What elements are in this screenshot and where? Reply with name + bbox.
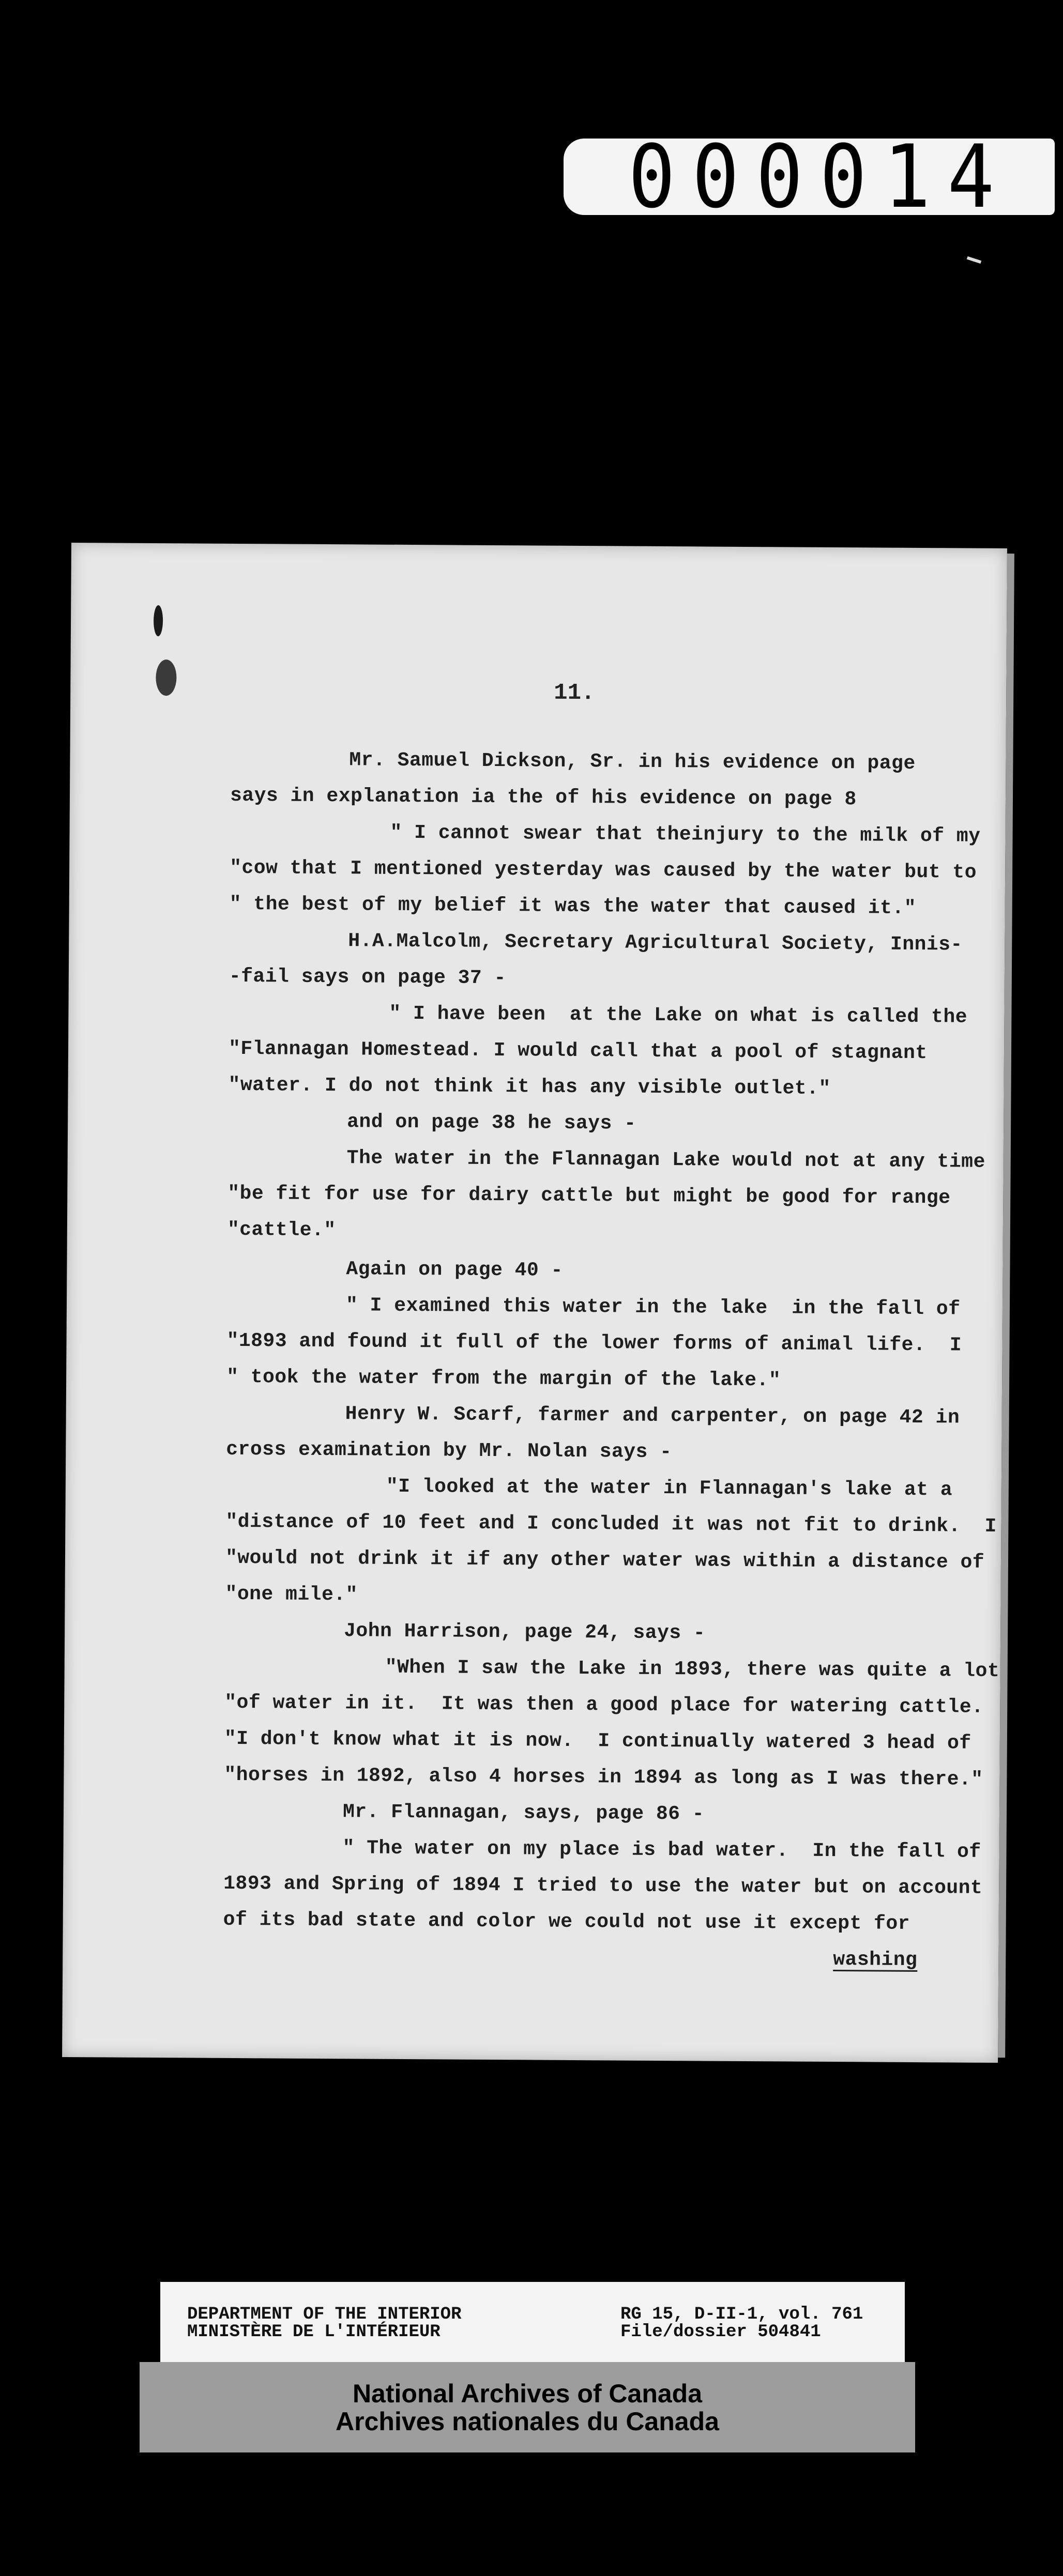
text-line: "cow that I mentioned yesterday was caused by the water but to (230, 856, 977, 884)
text-line: Again on page 40 - (346, 1258, 564, 1282)
text-line: "one mile." (225, 1583, 358, 1606)
text-line: "1893 and found it full of the lower forms of animal life. I (226, 1329, 962, 1357)
text-line: "horses in 1892, also 4 horses in 1894 as long as I was there." (224, 1764, 983, 1791)
text-line: Mr. Flannagan, says, page 86 - (342, 1801, 705, 1826)
archive-banner (140, 2362, 915, 2452)
text-line: "be fit for use for dairy cattle but might be good for range (227, 1182, 951, 1209)
text-line: "I looked at the water in Flannagan's lake at a (386, 1475, 953, 1501)
catchword-washing: washing (833, 1949, 918, 1972)
text-line: " The water on my place is bad water. In the fall of (342, 1837, 981, 1863)
text-line: "Flannagan Homestead. I would call that a pool of stagnant (228, 1037, 928, 1065)
text-line: "When I saw the Lake in 1893, there was quite a lot (385, 1656, 1000, 1683)
text-line: Henry W. Scarf, farmer and carpenter, on page 42 in (345, 1403, 960, 1429)
text-line: "would not drink it if any other water was within a distance of (225, 1546, 985, 1574)
archive-name-fr: Archives nationales du Canada (336, 2406, 719, 2436)
text-line: and on page 38 he says - (347, 1111, 636, 1135)
text-line: " took the water from the margin of the lake." (226, 1366, 781, 1392)
text-line: "of water in it. It was then a good place for watering cattle. (224, 1691, 984, 1719)
text-line: John Harrison, page 24, says - (344, 1620, 706, 1645)
text-line: "water. I do not think it has any visible outlet." (228, 1074, 831, 1100)
page-number: 11. (554, 680, 595, 707)
text-line: " I examined this water in the lake in the fall of (345, 1294, 961, 1321)
text-line: H.A.Malcolm, Secretary Agricultural Society, Innis- (348, 930, 963, 956)
text-line: 1893 and Spring of 1894 I tried to use the water but on account (223, 1872, 983, 1899)
archive-name-en: National Archives of Canada (352, 2379, 703, 2408)
text-line: " the best of my belief it was the water that caused it." (229, 893, 917, 919)
typed-text-body (62, 543, 1007, 2063)
text-line: -fail says on page 37 - (229, 965, 506, 990)
frame-number-label (564, 126, 1055, 227)
text-line: says in explanation ia the of his evidence on page 8 (230, 784, 857, 811)
text-line: " I have been at the Lake on what is called the (389, 1002, 968, 1029)
text-line: The water in the Flannagan Lake would not at any time (346, 1147, 985, 1173)
department-name-en: DEPARTMENT OF THE INTERIOR (187, 2305, 462, 2324)
record-group-reference: RG 15, D-II-1, vol. 761 (620, 2305, 863, 2324)
text-line: of its bad state and color we could not use it except for (223, 1908, 910, 1935)
frame-number: 000014 (628, 126, 1011, 227)
archive-reference (620, 2306, 863, 2341)
text-line: "I don't know what it is now. I continually watered 3 head of (224, 1727, 971, 1755)
document-page (62, 543, 1007, 2063)
text-line: Mr. Samuel Dickson, Sr. in his evidence on page (349, 749, 916, 775)
department-name-fr: MINISTÈRE DE L'INTÉRIEUR (187, 2322, 441, 2342)
archive-reference-label (160, 2282, 905, 2365)
text-line: "distance of 10 feet and I concluded it was not fit to drink. I (225, 1510, 997, 1538)
film-scratch-mark (967, 256, 981, 264)
file-reference: File/dossier 504841 (620, 2322, 821, 2342)
department-names (187, 2306, 462, 2341)
text-line: " I cannot swear that theinjury to the milk of my (390, 821, 981, 848)
text-line: cross examination by Mr. Nolan says - (226, 1438, 672, 1464)
text-line: "cattle." (227, 1218, 336, 1242)
